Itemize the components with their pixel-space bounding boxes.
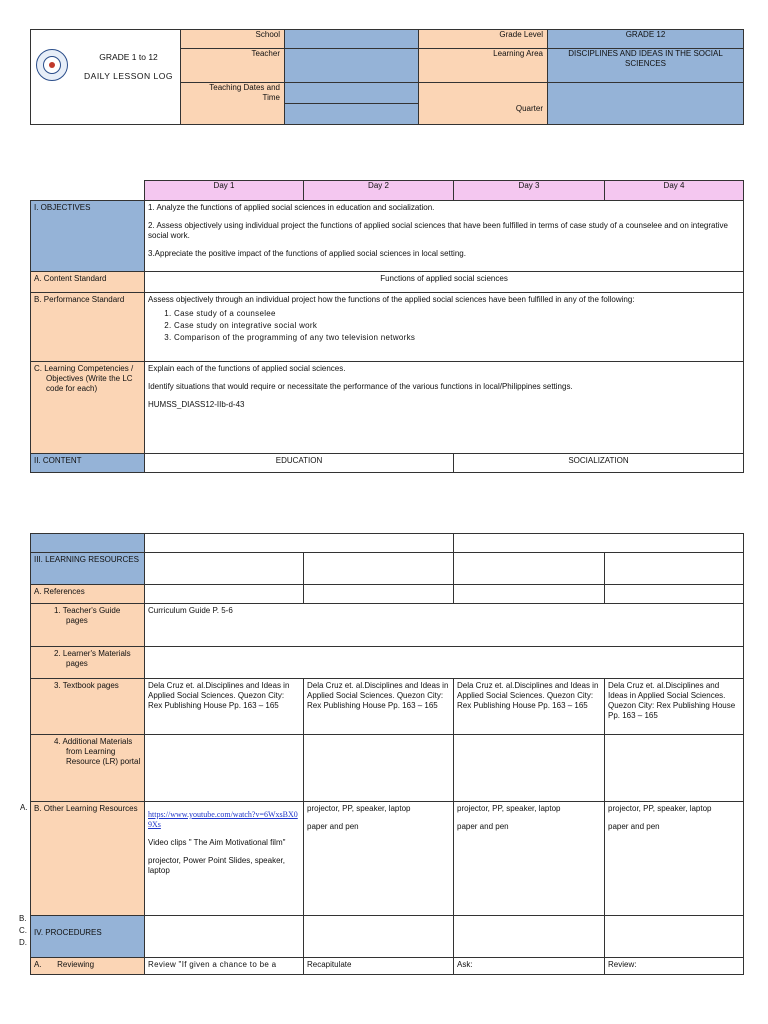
other-resources-day3 [453,801,605,916]
procedures-day1 [144,915,304,958]
content-socialization: SOCIALIZATION [453,453,744,473]
competency-1: Explain each of the functions of applied social sciences. [148,364,346,373]
textbook-day3: Dela Cruz et. al.Disciplines and Ideas in Applied Social Sciences. Quezon City: Rex Publishing House Pp. 163 – 165 [453,678,605,735]
school-value [284,29,419,49]
reviewing-day3: Ask: [453,957,605,975]
header-title-line1: GRADE 1 to 12 [99,52,158,62]
other-resources-day2 [303,801,454,916]
performance-standard-content [144,292,744,362]
teachers-guide-value: Curriculum Guide P. 5-6 [144,603,744,647]
objective-1: 1. Analyze the functions of applied social sciences in education and socialization. [148,203,435,212]
day-3-header: Day 3 [453,180,605,201]
textbook-label [30,678,145,735]
textbook-day4: Dela Cruz et. al.Disciplines and Ideas in Applied Social Sciences. Quezon City: Rex Publishing House Pp. 163 – 165 [604,678,744,735]
margin-letter-c: C. [19,926,27,935]
learning-competencies-label-text: C. Learning Competencies / Objectives (Write the LC code for each) [34,364,134,393]
learning-resources-label: III. LEARNING RESOURCES [30,552,145,585]
textbook-day2: Dela Cruz et. al.Disciplines and Ideas in Applied Social Sciences. Quezon City: Rex Publishing House Pp. 163 – 165 [303,678,454,735]
dates-value-1 [284,82,419,104]
procedures-day3 [453,915,605,958]
day1-equipment: projector, Power Point Slides, speaker, laptop [148,856,285,875]
learning-resources-day3 [453,552,605,585]
performance-item-2: 2. Case study on integrative social work [174,321,740,331]
objective-2: 2. Assess objectively using individual project the functions of applied social sciences that have been fulfilled in terms of case study of a counselee and on integrative social work. [148,221,728,240]
textbook-label-text: 3. Textbook pages [54,681,119,690]
teacher-label: Teacher [180,48,285,83]
content-standard-label: A. Content Standard [30,271,145,293]
reviewing-day4: Review: [604,957,744,975]
deped-seal-icon [36,49,68,81]
margin-letter-d: D. [19,938,27,947]
competency-2: Identify situations that would require or necessitate the performance of the various functions in local/Philippines settings. [148,382,573,391]
resources-top-blank [30,533,145,553]
performance-standard-intro: Assess objectively through an individual project how the functions of the applied social sciences have been fulfilled in any of the following: [148,295,635,304]
procedures-day2 [303,915,454,958]
quarter-value [547,82,744,125]
reviewing-day1: Review "If given a chance to be a [144,957,304,975]
learning-resources-day4 [604,552,744,585]
days-corner-cell [30,180,145,201]
header-title-cell [30,29,181,125]
day-2-header: Day 2 [303,180,454,201]
day3-equipment: projector, PP, speaker, laptop [457,804,561,813]
teacher-value [284,48,419,83]
margin-letter-b: B. [19,914,27,923]
objective-3: 3.Appreciate the positive impact of the functions of applied social sciences in local setting. [148,249,466,258]
additional-materials-day1 [144,734,304,802]
references-label: A. References [30,584,145,604]
other-resources-label: B. Other Learning Resources [30,801,145,916]
performance-item-1: 1. Case study of a counselee [174,309,740,319]
learning-resources-day1 [144,552,304,585]
procedures-day4 [604,915,744,958]
day-4-header: Day 4 [604,180,744,201]
additional-materials-day4 [604,734,744,802]
video-clips-text: Video clips " The Aim Motivational film" [148,838,286,847]
grade-level-value: GRADE 12 [547,29,744,49]
day4-paper: paper and pen [608,822,660,831]
teachers-guide-label-text: 1. Teacher's Guide pages [54,606,121,625]
day2-equipment: projector, PP, speaker, laptop [307,804,411,813]
references-day1 [144,584,304,604]
margin-letter-a: A. [20,803,28,812]
learning-competencies-label [30,361,145,454]
procedures-label [30,915,145,958]
learning-resources-day2 [303,552,454,585]
objectives-content [144,200,744,272]
grade-level-label: Grade Level [418,29,548,49]
performance-standard-label: B. Performance Standard [30,292,145,362]
references-day3 [453,584,605,604]
quarter-label-text: Quarter [515,104,543,113]
learners-materials-label [30,646,145,679]
textbook-day1: Dela Cruz et. al.Disciplines and Ideas in Applied Social Sciences. Quezon City: Rex Publishing House Pp. 163 – 165 [144,678,304,735]
additional-materials-day3 [453,734,605,802]
procedures-label-text: IV. PROCEDURES [34,928,102,937]
other-resources-day4 [604,801,744,916]
day4-equipment: projector, PP, speaker, laptop [608,804,712,813]
day-1-header: Day 1 [144,180,304,201]
learning-area-label: Learning Area [418,48,548,83]
additional-materials-label [30,734,145,802]
performance-standard-list [162,309,740,343]
day2-paper: paper and pen [307,822,359,831]
learning-competencies-content [144,361,744,454]
objectives-label: I. OBJECTIVES [30,200,145,272]
content-label: II. CONTENT [30,453,145,473]
day3-paper: paper and pen [457,822,509,831]
resources-top-left [144,533,454,553]
content-education: EDUCATION [144,453,454,473]
additional-materials-day2 [303,734,454,802]
reviewing-day2: Recapitulate [303,957,454,975]
performance-item-3: 3. Comparison of the programming of any two television networks [174,333,740,343]
video-link[interactable]: https://www.youtube.com/watch?v=6WxsBX09Xs [148,810,298,829]
references-day2 [303,584,454,604]
quarter-label [418,82,548,125]
header-title-line2: DAILY LESSON LOG [84,71,173,81]
learners-materials-label-text: 2. Learner's Materials pages [54,649,131,668]
reviewing-label: A. Reviewing [30,957,145,975]
teachers-guide-label [30,603,145,647]
additional-materials-label-text: 4. Additional Materials from Learning Resource (LR) portal [54,737,141,766]
competency-code: HUMSS_DIASS12-IIb-d-43 [148,400,245,409]
learning-area-value: DISCIPLINES AND IDEAS IN THE SOCIAL SCIENCES [547,48,744,83]
content-standard-value: Functions of applied social sciences [144,271,744,293]
other-resources-day1 [144,801,304,916]
references-day4 [604,584,744,604]
school-label: School [180,29,285,49]
learners-materials-value [144,646,744,679]
dates-label: Teaching Dates and Time [180,82,285,125]
resources-top-right [453,533,744,553]
dates-value-2 [284,103,419,125]
